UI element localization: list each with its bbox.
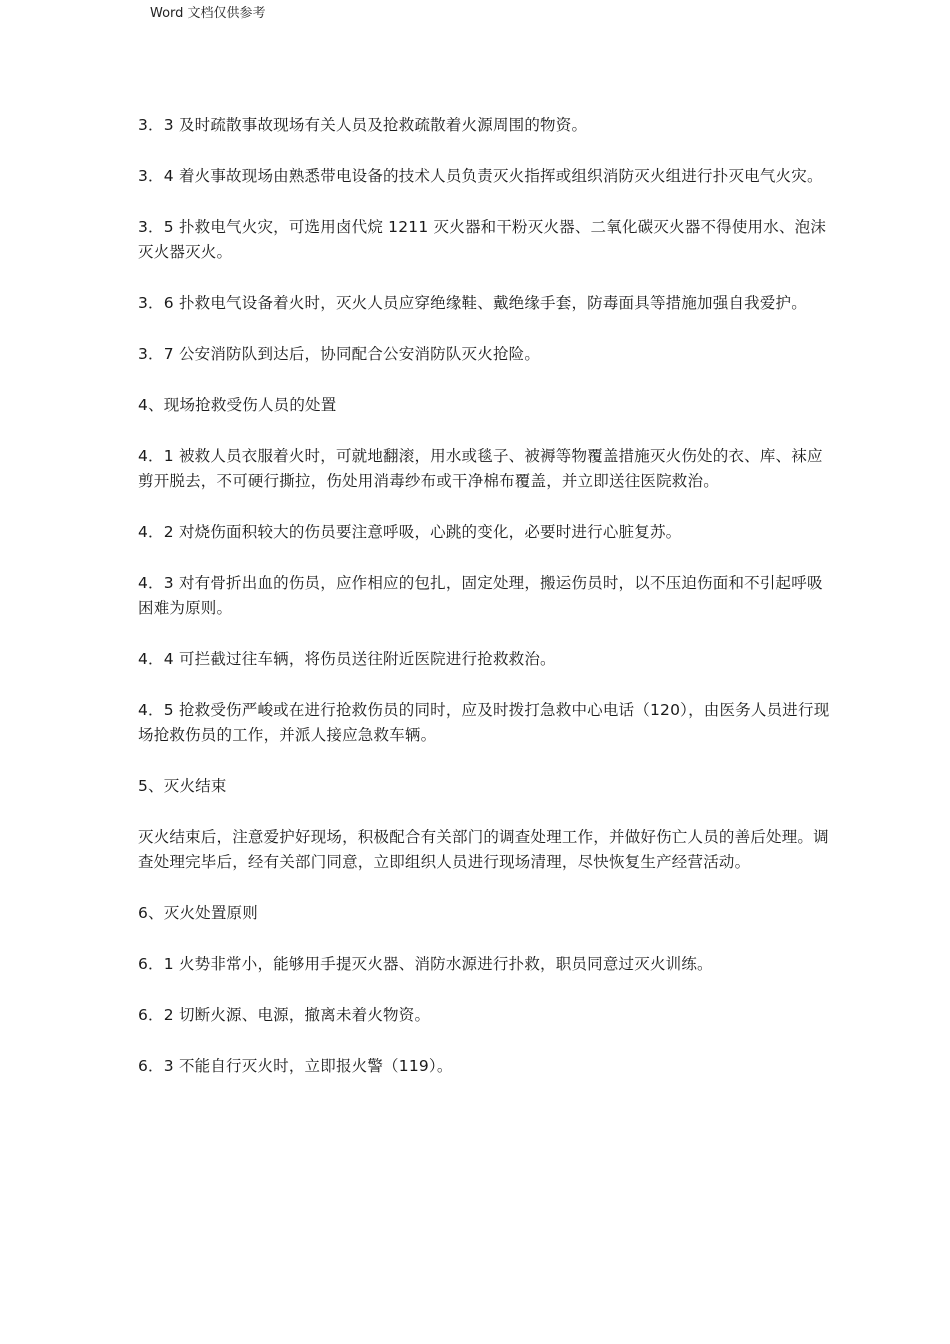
paragraph-6-2: 6．2 切断火源、电源，撤离未着火物资。 <box>138 1006 431 1024</box>
paragraph-3-7: 3．7 公安消防队到达后，协同配合公安消防队灭火抢险。 <box>138 345 541 363</box>
paragraph-3-5: 3．5 扑救电气火灾，可选用卤代烷 1211 灭火器和干粉灭火器、二氧化碳灭火器不得使用水、泡沫灭火器灭火。 <box>138 218 827 261</box>
paragraph-6-3: 6．3 不能自行灭火时，立即报火警（119）。 <box>138 1057 453 1075</box>
paragraph-3-4: 3．4 着火事故现场由熟悉带电设备的技术人员负责灭火指挥或组织消防灭火组进行扑灭电气火灾。 <box>138 167 823 185</box>
paragraph-4-2: 4．2 对烧伤面积较大的伤员要注意呼吸，心跳的变化，必要时进行心脏复苏。 <box>138 523 682 541</box>
document-body <box>138 113 838 1105</box>
section-heading-5: 5、灭火结束 <box>138 777 227 795</box>
paragraph-4-5: 4．5 抢救受伤严峻或在进行抢救伤员的同时，应及时拨打急救中心电话（120），由医务人员进行现场抢救伤员的工作，并派人接应急救车辆。 <box>138 701 830 744</box>
paragraph-5-body: 灭火结束后，注意爱护好现场，积极配合有关部门的调查处理工作，并做好伤亡人员的善后处理。调查处理完毕后，经有关部门同意，立即组织人员进行现场清理，尽快恢复生产经营活动。 <box>138 828 829 871</box>
paragraph-3-3: 3．3 及时疏散事故现场有关人员及抢救疏散着火源周围的物资。 <box>138 116 588 134</box>
paragraph-4-1: 4．1 被救人员衣服着火时，可就地翻滚，用水或毯子、被褥等物覆盖措施灭火伤处的衣、库、袜应剪开脱去，不可硬行撕拉，伤处用消毒纱布或干净棉布覆盖，并立即送往医院救治。 <box>138 447 823 490</box>
paragraph-6-1: 6．1 火势非常小，能够用手提灭火器、消防水源进行扑救，职员同意过灭火训练。 <box>138 955 713 973</box>
paragraph-4-4: 4．4 可拦截过往车辆，将伤员送往附近医院进行抢救救治。 <box>138 650 556 668</box>
paragraph-4-3: 4．3 对有骨折出血的伤员，应作相应的包扎，固定处理，搬运伤员时，以不压迫伤面和不引起呼吸困难为原则。 <box>138 574 823 617</box>
paragraph-3-6: 3．6 扑救电气设备着火时，灭火人员应穿绝缘鞋、戴绝缘手套，防毒面具等措施加强自我爱护。 <box>138 294 807 312</box>
section-heading-6: 6、灭火处置原则 <box>138 904 258 922</box>
header-note: Word 文档仅供参考 <box>150 6 266 21</box>
section-heading-4: 4、现场抢救受伤人员的处置 <box>138 396 337 414</box>
